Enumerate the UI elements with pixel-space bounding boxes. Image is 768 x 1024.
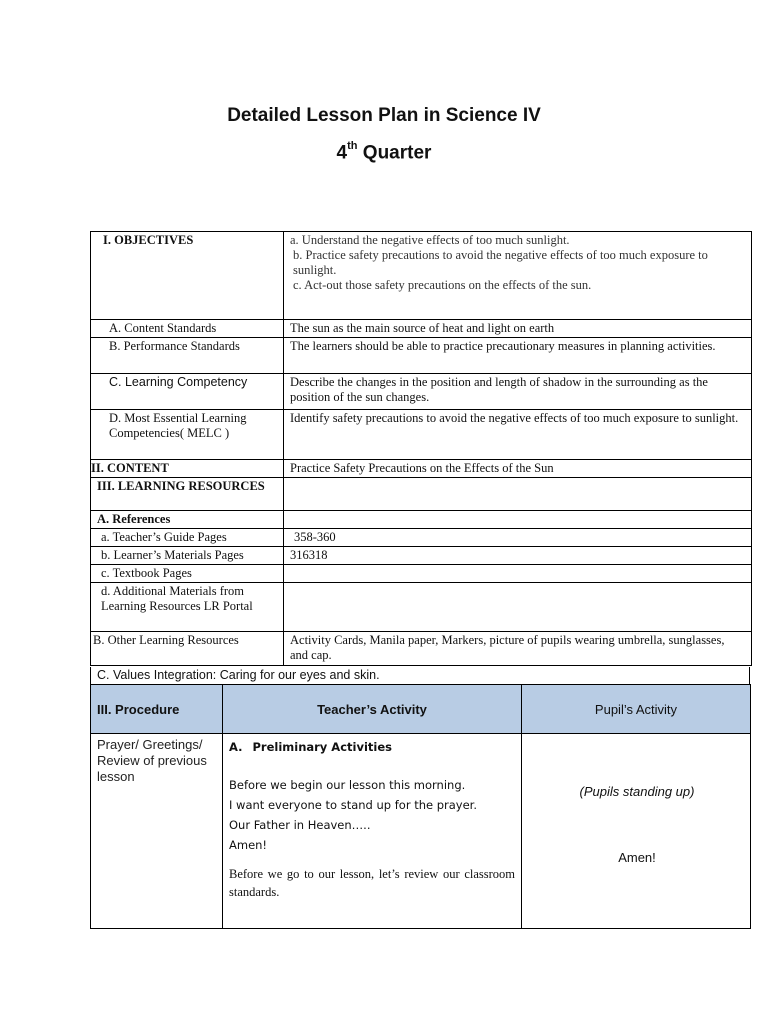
quarter-heading	[0, 142, 768, 164]
row-value: Practice Safety Precautions on the Effects of the Sun	[284, 460, 752, 478]
row-value: Activity Cards, Manila paper, Markers, picture of pupils wearing umbrella, sunglasses, and cap.	[284, 632, 752, 666]
preliminary-activities-heading	[229, 737, 515, 757]
row-label: c. Textbook Pages	[91, 565, 284, 583]
objectives-row	[91, 232, 752, 320]
teacher-line: Before we begin our lesson this morning.	[229, 778, 466, 792]
content-row	[91, 460, 752, 478]
row-value: Identify safety precautions to avoid the negative effects of too much exposure to sunlight.	[284, 410, 752, 460]
section-title: Preliminary Activities	[252, 740, 392, 754]
textbook-row	[91, 565, 752, 583]
quarter-word: Quarter	[362, 142, 432, 164]
procedure-header-row	[91, 685, 751, 734]
teacher-review-line: Before we go to our lesson, let’s review our classroom standards.	[229, 867, 515, 899]
row-value	[284, 511, 752, 529]
pupil-activity-cell	[522, 734, 751, 929]
row-label: A. Content Standards	[91, 320, 284, 338]
objectives-heading: I. OBJECTIVES	[91, 232, 284, 320]
quarter-superscript: th	[347, 140, 358, 152]
teachers-guide-row	[91, 529, 752, 547]
melc-row	[91, 410, 752, 460]
row-label: B. Other Learning Resources	[91, 632, 284, 666]
row-label: b. Learner’s Materials Pages	[91, 547, 284, 565]
procedure-step-label: Prayer/ Greetings/ Review of previous lesson	[91, 734, 223, 929]
teacher-activity-header: Teacher’s Activity	[223, 685, 522, 734]
row-label: B. Performance Standards	[91, 338, 284, 374]
row-label: a. Teacher’s Guide Pages	[91, 529, 284, 547]
objective-item: c. Act-out those safety precautions on the effects of the sun.	[293, 278, 592, 292]
learning-resources-row	[91, 478, 752, 511]
row-value: The learners should be able to practice precautionary measures in planning activities.	[284, 338, 752, 374]
references-row	[91, 511, 752, 529]
objective-item: b. Practice safety precautions to avoid the negative effects of too much exposure to sunlight.	[293, 248, 708, 277]
row-value: The sun as the main source of heat and light on earth	[284, 320, 752, 338]
values-integration: C. Values Integration: Caring for our eyes and skin.	[90, 667, 750, 684]
row-value: Describe the changes in the position and length of shadow in the surrounding as the position of the sun changes.	[284, 374, 752, 410]
teacher-line: Our Father in Heaven…..	[229, 818, 371, 832]
row-value	[284, 583, 752, 632]
teacher-activity-cell	[223, 734, 522, 929]
lesson-plan-table	[90, 231, 752, 666]
other-resources-row	[91, 632, 752, 666]
row-value: 316318	[284, 547, 752, 565]
teacher-line: I want everyone to stand up for the prayer.	[229, 798, 478, 812]
learners-materials-row	[91, 547, 752, 565]
procedure-row	[91, 734, 751, 929]
row-value: 358-360	[284, 529, 752, 547]
procedure-table	[90, 684, 751, 929]
pupil-activity-header: Pupil’s Activity	[522, 685, 751, 734]
learning-competency-row	[91, 374, 752, 410]
row-label: C. Learning Competency	[91, 374, 284, 410]
row-label: III. LEARNING RESOURCES	[91, 478, 284, 511]
row-label: A. References	[91, 511, 284, 529]
row-label: D. Most Essential Learning Competencies( MELC )	[91, 410, 284, 460]
pupil-response: (Pupils standing up)	[579, 784, 695, 799]
row-label: II. CONTENT	[91, 460, 284, 478]
performance-standards-row	[91, 338, 752, 374]
objectives-list	[284, 232, 752, 320]
quarter-number: 4	[336, 142, 348, 164]
section-letter: A.	[229, 740, 243, 754]
teacher-line: Amen!	[229, 838, 268, 852]
page-title: Detailed Lesson Plan in Science IV	[227, 105, 541, 126]
content-standards-row	[91, 320, 752, 338]
pupil-response: Amen!	[618, 850, 656, 865]
row-value	[284, 565, 752, 583]
procedure-header: III. Procedure	[91, 685, 223, 734]
objective-item: a. Understand the negative effects of too much sunlight.	[290, 233, 570, 247]
additional-materials-row	[91, 583, 752, 632]
row-label: d. Additional Materials from Learning Resources LR Portal	[91, 583, 284, 632]
row-value	[284, 478, 752, 511]
